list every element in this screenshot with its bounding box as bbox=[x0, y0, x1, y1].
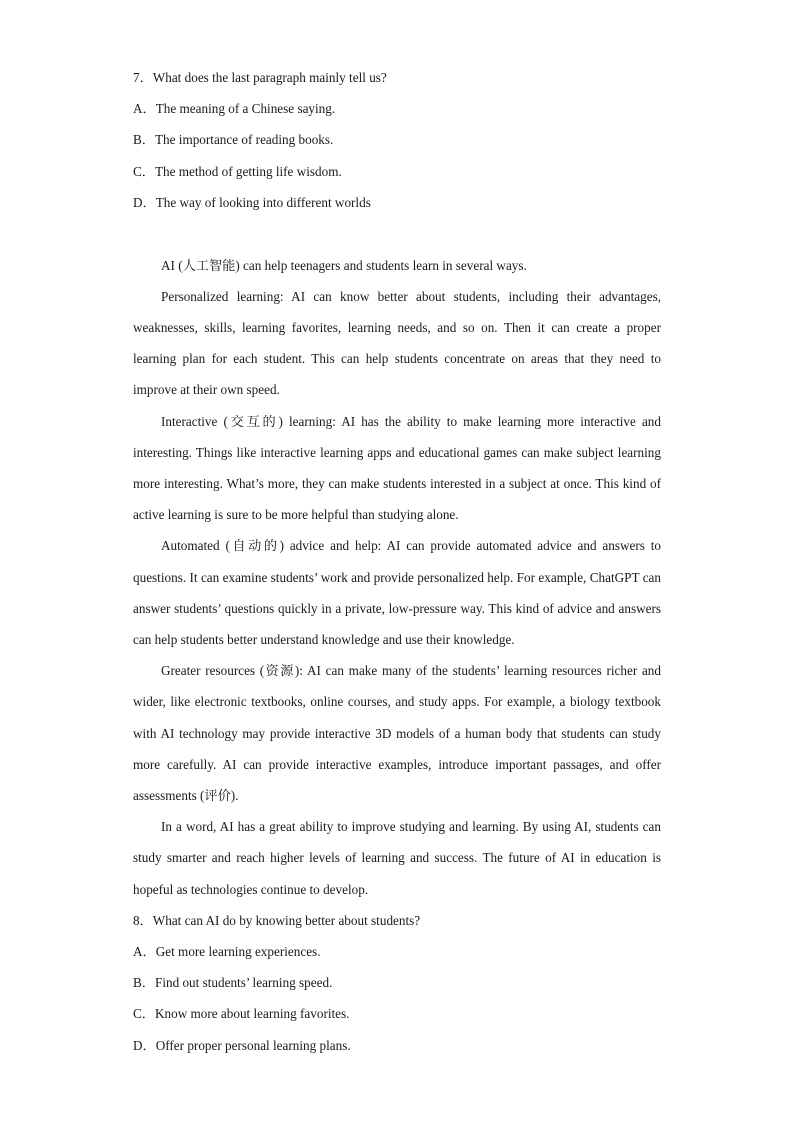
document-page bbox=[133, 62, 661, 1061]
passage-paragraph-personalized: Personalized learning: AI can know better about students, including their advantages, weaknesses, skills, learning favorites, learning needs, and so on. Then it can create a proper learning plan for each student. This can help students concentrate on areas that they need to improve at their own speed. bbox=[133, 288, 661, 398]
reading-passage bbox=[133, 250, 661, 905]
passage-paragraph-conclusion: In a word, AI has a great ability to improve studying and learning. By using AI, students can study smarter and reach higher levels of learning and success. The future of AI in education is hopeful as technologies continue to develop. bbox=[133, 819, 661, 897]
option-text: The method of getting life wisdom. bbox=[154, 163, 342, 179]
option-text: The meaning of a Chinese saying. bbox=[155, 101, 336, 117]
option-letter: D． bbox=[133, 1037, 156, 1053]
option-text: The importance of reading books. bbox=[154, 132, 334, 148]
option-letter: B． bbox=[133, 132, 155, 148]
passage-paragraph-interactive: Interactive (交互的) learning: AI has the ability to make learning more interactive and interesting. Things like interactive learning apps and educational games can make subject learning more interesting. What’s more, they can make students interested in a subject at once. This kind of active learning is sure to be more helpful than studying alone. bbox=[133, 413, 661, 523]
passage-paragraph-resources: Greater resources (资源): AI can make many of the students’ learning resources richer and wider, like electronic textbooks, online courses, and study apps. For example, a biology textbook with AI technology may provide interactive 3D models of a human body that students can study more carefully. AI can provide interactive examples, introduce important passages, and offer assessments (评价). bbox=[133, 663, 661, 803]
question-8-stem: 8．What can AI do by knowing better about students? bbox=[133, 912, 421, 928]
option-text: Offer proper personal learning plans. bbox=[155, 1037, 351, 1053]
question-8-option-b bbox=[133, 967, 661, 998]
question-8-option-d bbox=[133, 1030, 661, 1061]
question-7-option-b bbox=[133, 124, 661, 155]
option-letter: B． bbox=[133, 975, 155, 991]
section-gap bbox=[133, 218, 661, 250]
option-letter: C． bbox=[133, 1006, 155, 1022]
question-7-stem: 7．What does the last paragraph mainly tell us? bbox=[133, 70, 387, 85]
option-text: The way of looking into different worlds bbox=[155, 194, 371, 210]
option-letter: A． bbox=[133, 101, 156, 117]
option-text: Get more learning experiences. bbox=[155, 943, 321, 959]
option-text: Find out students’ learning speed. bbox=[154, 975, 333, 991]
question-7-option-a bbox=[133, 93, 661, 124]
question-8-option-a bbox=[133, 936, 661, 967]
question-7-option-d bbox=[133, 187, 661, 218]
passage-paragraph-automated: Automated (自动的) advice and help: AI can provide automated advice and answers to questions. It can examine students’ work and provide personalized help. For example, ChatGPT can answer students’ questions quickly in a private, low-pressure way. This kind of advice and answers can help students better understand knowledge and use their knowledge. bbox=[133, 538, 661, 647]
question-8-option-c bbox=[133, 998, 661, 1029]
option-letter: A． bbox=[133, 943, 156, 959]
option-text: Know more about learning favorites. bbox=[154, 1006, 350, 1022]
passage-intro: AI (人工智能) can help teenagers and students learn in several ways. bbox=[161, 257, 527, 273]
option-letter: D． bbox=[133, 194, 156, 210]
option-letter: C． bbox=[133, 163, 155, 179]
question-7-option-c bbox=[133, 156, 661, 187]
